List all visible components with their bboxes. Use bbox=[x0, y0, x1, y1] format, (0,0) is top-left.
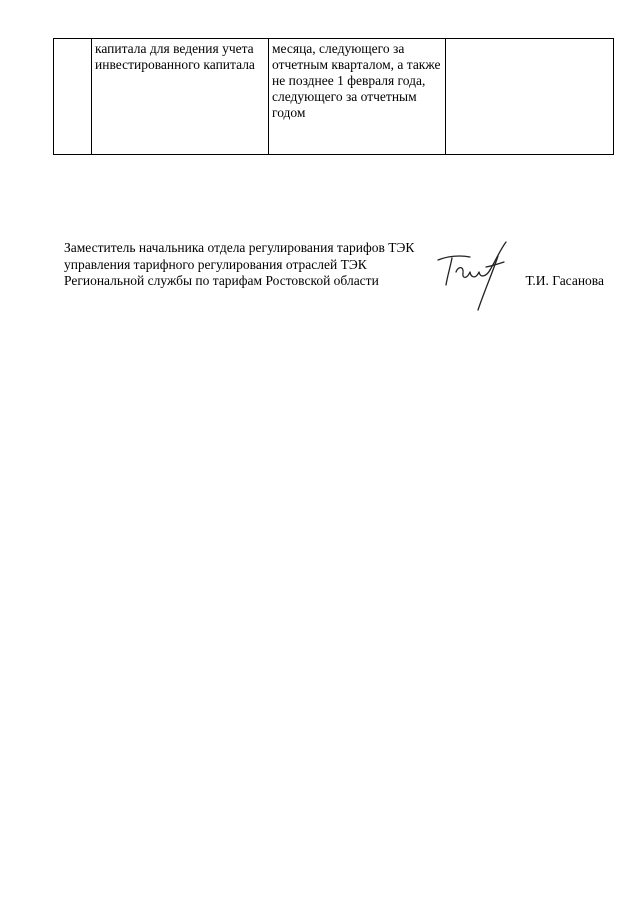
table-cell-deadline: месяца, следующего за отчетным кварталом, а также не позднее 1 февраля года, следующего за отчетным годом bbox=[269, 39, 446, 155]
table-row bbox=[54, 39, 614, 155]
table-cell-note bbox=[446, 39, 614, 155]
signer-position-line-1: Заместитель начальника отдела регулирования тарифов ТЭК bbox=[64, 240, 415, 255]
signer-position-line-2: управления тарифного регулирования отраслей ТЭК bbox=[64, 256, 367, 272]
table-cell-number bbox=[54, 39, 92, 155]
signer-position-line-3: Региональной службы по тарифам Ростовской области bbox=[64, 273, 379, 288]
document-table bbox=[53, 38, 614, 155]
signer-name: Т.И. Гасанова bbox=[525, 273, 604, 288]
handwritten-signature-icon bbox=[434, 238, 512, 312]
table-cell-description: капитала для ведения учета инвестированного капитала bbox=[92, 39, 269, 155]
signer-position-row bbox=[64, 273, 604, 290]
signature-block bbox=[64, 240, 604, 290]
